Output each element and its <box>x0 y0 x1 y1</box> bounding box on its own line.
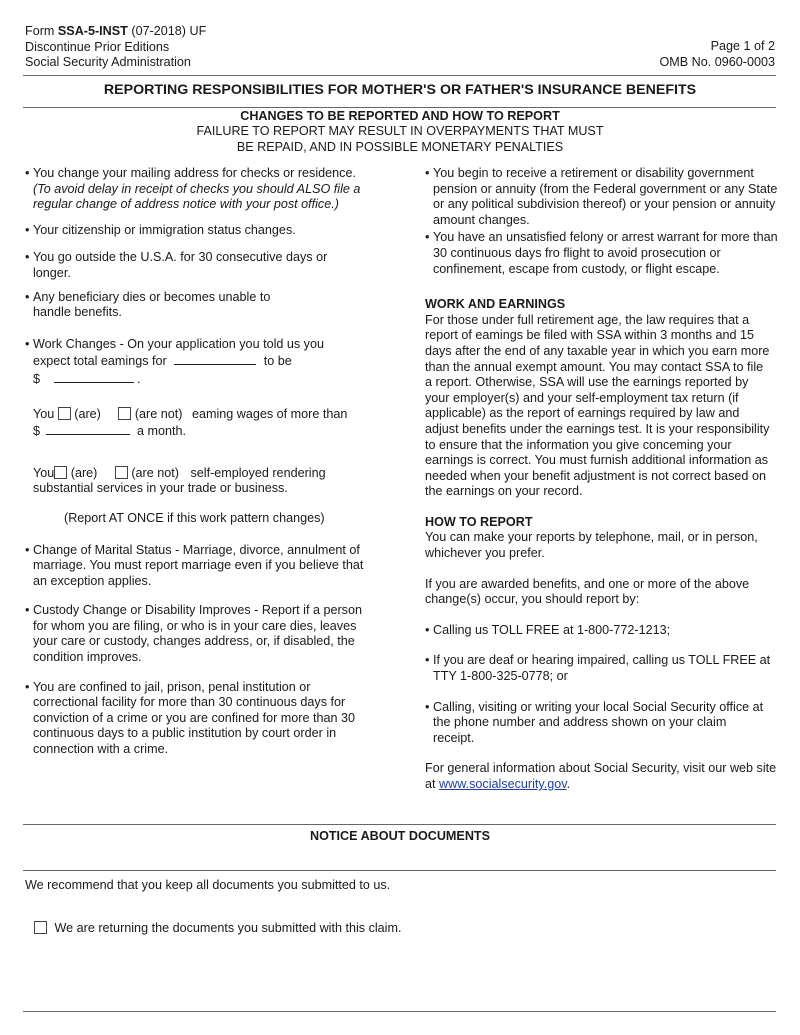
item-text: Custody Change or Disability Improves - Report if a person for whom you are filing, or who is in your care dies, leaves your care or custody, changes address, or, if disabled, the condition improves. <box>33 603 362 665</box>
form-id: SSA-5-INST <box>57 24 128 38</box>
item-text: Work Changes - On your application you told us you expect total eamings for <box>33 336 324 369</box>
are-label: (are) <box>70 465 98 480</box>
awarded-text: If you are awarded benefits, and one or more of the above change(s) occur, you should report by: <box>425 576 750 607</box>
bullet-icon: • <box>25 222 30 237</box>
form-suffix: (07-2018) UF <box>127 24 207 38</box>
period: . <box>137 371 141 386</box>
omb-number: OMB No. 0960-0003 <box>659 54 775 69</box>
wages-text: eaming wages of more than <box>191 406 348 421</box>
self-employed-are-not-checkbox[interactable] <box>115 466 128 479</box>
item-text: You have an unsatisfied felony or arrest warrant for more than 30 continuous days fro flight to avoid prosecution or confinement, escape from custody, or flight escape. <box>433 230 778 276</box>
list-item-marital-status <box>25 543 380 590</box>
wages-are-not-checkbox[interactable] <box>118 407 131 420</box>
item-text: You are confined to jail, prison, penal institution or correctional facility for more than 30 continuous days for conviction of a crime or you are confined for more than 30 continuous days to a public institution by court order in connection with a crime. <box>33 679 356 757</box>
report-once-note: (Report AT ONCE if this work pattern changes) <box>64 510 325 525</box>
wages-question <box>25 407 380 440</box>
expected-earnings-field[interactable] <box>54 370 134 383</box>
list-item-local-office <box>425 700 770 747</box>
period: . <box>566 777 571 791</box>
how-to-report-heading: HOW TO REPORT <box>425 514 533 529</box>
bullet-icon: • <box>25 679 30 694</box>
self-employed-text-line2: substantial services in your trade or business. <box>33 481 288 496</box>
bullet-icon: • <box>425 230 430 245</box>
bullet-icon: • <box>25 603 30 618</box>
item-text: Calling, visiting or writing your local Social Security office at the phone number and address shown on your claim receipt. <box>433 699 764 745</box>
wages-are-checkbox[interactable] <box>58 407 71 420</box>
bullet-icon: • <box>425 653 430 668</box>
you-label: You <box>33 465 55 480</box>
bullet-icon: • <box>25 542 30 557</box>
to-be-label: to be <box>263 354 292 369</box>
subheader-heading: CHANGES TO BE REPORTED AND HOW TO REPORT <box>240 109 560 123</box>
warning-line-1: FAILURE TO REPORT MAY RESULT IN OVERPAYMENTS THAT MUST <box>196 124 604 139</box>
divider <box>23 1011 776 1012</box>
bullet-icon: • <box>25 336 30 351</box>
work-amount-line <box>33 370 380 388</box>
are-not-label: (are not) <box>134 406 183 421</box>
returning-documents-label: We are returning the documents you submitted with this claim. <box>54 921 402 935</box>
are-not-label: (are not) <box>131 465 179 480</box>
bullet-icon: • <box>425 699 430 714</box>
returning-documents-checkbox[interactable] <box>34 921 47 934</box>
warning-line-2: BE REPAID, AND IN POSSIBLE MONETARY PENALTIES <box>236 139 564 154</box>
item-text: Your citizenship or immigration status changes. <box>33 222 296 237</box>
form-header-right <box>659 39 775 70</box>
divider <box>23 824 776 825</box>
list-item-tty <box>425 653 780 684</box>
item-text: Calling us TOLL FREE at 1-800-772-1213; <box>433 622 671 637</box>
bullet-icon: • <box>25 250 30 265</box>
bullet-icon: • <box>25 289 30 304</box>
notice-title: NOTICE ABOUT DOCUMENTS <box>309 829 491 843</box>
left-column <box>25 166 380 758</box>
list-item-confined <box>25 680 375 758</box>
item-text: Any beneficiary dies or becomes unable to handle benefits. <box>33 289 271 320</box>
subheader <box>0 109 800 155</box>
address-note: (To avoid delay in receipt of checks you should ALSO file a regular change of address notice with your post office.) <box>33 181 361 212</box>
work-earnings-heading: WORK AND EARNINGS <box>425 297 566 312</box>
agency-name: Social Security Administration <box>25 55 191 70</box>
list-item-citizenship <box>25 223 380 239</box>
divider <box>23 870 776 871</box>
general-info-text: For general information about Social Security, visit our web site at <box>425 761 777 791</box>
earnings-year-field[interactable] <box>174 352 256 365</box>
work-intro-line <box>33 337 353 370</box>
dollar-label: $ <box>33 424 41 439</box>
website-link[interactable]: www.socialsecurity.gov <box>439 777 567 791</box>
self-employed-question <box>25 466 380 497</box>
month-label: a month. <box>137 424 187 439</box>
recommend-text: We recommend that you keep all documents you submitted to us. <box>25 878 391 892</box>
returning-documents-row <box>34 921 401 937</box>
discontinue-note: Discontinue Prior Editions <box>25 39 170 54</box>
page-title: REPORTING RESPONSIBILITIES FOR MOTHER'S OR FATHER'S INSURANCE BENEFITS <box>103 82 697 98</box>
general-info <box>425 761 780 792</box>
list-item-address <box>25 166 375 213</box>
list-item-pension <box>425 166 780 228</box>
page-number: Page 1 of 2 <box>710 39 775 53</box>
bullet-icon: • <box>425 166 430 180</box>
monthly-wages-field[interactable] <box>46 422 130 435</box>
item-text: If you are deaf or hearing impaired, calling us TOLL FREE at TTY 1-800-325-0778; or <box>433 653 771 684</box>
dollar-label: $ <box>33 371 41 386</box>
form-prefix: Form <box>25 24 58 38</box>
bullet-icon: • <box>425 622 430 637</box>
divider <box>23 75 776 76</box>
list-item-calling <box>425 623 780 639</box>
list-item-warrant <box>425 230 780 277</box>
form-id-line <box>25 24 206 40</box>
self-employed-are-checkbox[interactable] <box>54 466 67 479</box>
bullet-icon: • <box>25 166 30 180</box>
right-column <box>425 166 780 793</box>
item-text: You go outside the U.S.A. for 30 consecutive days or longer. <box>33 250 328 280</box>
list-item-outside-usa <box>25 250 335 281</box>
how-to-report-text: You can make your reports by telephone, mail, or in person, whichever you prefer. <box>425 530 758 561</box>
list-item-beneficiary <box>25 290 295 321</box>
you-label: You <box>33 406 55 421</box>
form-header-left <box>25 24 206 71</box>
item-text: Change of Marital Status - Marriage, divorce, annulment of marriage. You must report marriage even if you believe that an exception applies. <box>33 542 364 588</box>
item-text: You begin to receive a retirement or disability government pension or annuity (from the Federal government or any State or any political subdivision thereof) or your pension or annuity amount changes. <box>433 166 778 227</box>
divider <box>23 107 776 108</box>
self-employed-text: self-employed rendering <box>190 465 326 480</box>
list-item-work-changes <box>25 337 380 388</box>
work-earnings-text: For those under full retirement age, the law requires that a report of eamings be filed with SSA within 3 months and 15 days after the end of any taxable year in which you earn more than the annual exempt amount. You may contact SSA to file a report. Otherwise, SSA will use the earnings reported by your employer(s) and your self-employment tax return (if applicable) as the report of earnings required by law and adjust benefits under the earnings test. It is your responsibility to ensure that the information you give conceming your earnings is correct. You must furnish additional information as needed when your benefit adjustment is not correct based on the earnings on your record. <box>425 312 770 499</box>
list-item-custody <box>25 603 373 665</box>
item-text: You change your mailing address for checks or residence. <box>33 166 356 180</box>
are-label: (are) <box>74 406 101 421</box>
